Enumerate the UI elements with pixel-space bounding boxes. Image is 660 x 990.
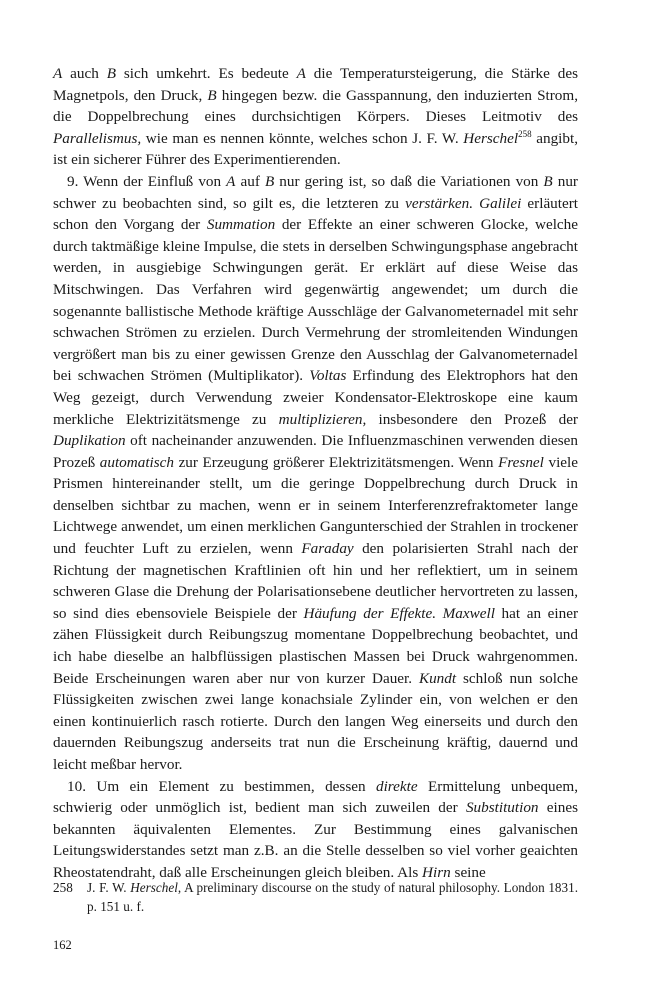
- text-span: Voltas: [309, 367, 347, 385]
- text-span: [436, 605, 443, 622]
- text-span: B: [207, 86, 217, 104]
- text-span: den polarisierten Strahl nach der Richtung der magnetischen Kraftlinien oft hin und her reflektiert, um in seinem schweren Glase die Drehung der Polarisationsebene deutlicher hervortreten zu lassen, so sind dies ebensoviele Beispiele der: [53, 540, 578, 622]
- paragraph-1: [53, 63, 578, 171]
- text-span: erläutert schon den Vorgang der: [53, 194, 579, 234]
- text-span: Faraday: [301, 540, 354, 558]
- text-span: Duplikation: [53, 432, 126, 450]
- text-span: viele Prismen hintereinander stellt, um die geringe Doppelbrechung durch Druck in denselben sichtbar zu machen, wenn er in seinem Interferenzrefraktometer lange Lichtwege anwendet, um einen merklichen Gangunterschied der Strahlen in trockener und feuchter Luft zu erzielen, wenn: [53, 453, 578, 558]
- text-span: Maxwell: [442, 604, 495, 622]
- text-span: B: [543, 172, 553, 190]
- text-span: nur gering ist, so daß die Variationen von: [274, 172, 544, 190]
- paragraph-2: [53, 171, 578, 776]
- footnote: [53, 879, 578, 916]
- paragraph-3: [53, 776, 578, 884]
- page-number: 162: [53, 938, 72, 952]
- footnote-text: [87, 879, 578, 916]
- text-span: Galilei: [479, 194, 522, 212]
- text-span: eines bekannten äquivalenten Elementes. Zur Bestimmung eines galvanischen Leitungswiderstandes setzt man z.B. an die Stelle desselben so viel vorher geaichten Rheostatendraht, daß alle Erscheinungen gleich bleiben. Als: [53, 799, 578, 881]
- text-span: auch: [62, 65, 107, 82]
- text-span: , A preliminary discourse on the study of natural philosophy. London 1831. p. 151 u. f.: [87, 880, 578, 914]
- footnote-number: 258: [53, 880, 73, 895]
- text-span: hat an einer zähen Flüssigkeit durch Reibungszug momentane Doppelbrechung beobachtet, und ich habe dieselbe an halbflüssigen plastischen Massen bei Druck wahrgenommen. Beide Erscheinungen waren aber nur von kurzer Dauer.: [53, 604, 578, 687]
- text-span: die Temperatursteigerung, die Stärke des Magnetpols, den Druck,: [53, 65, 578, 104]
- text-span: direkte: [375, 777, 418, 795]
- text-span: schloß nun solche Flüssigkeiten zwischen zwei lange konachsiale Zylinder ein, von welchen er den einen kontinuierlich rasch rotierte. Durch den langen Weg einerseits und durch den dauernden Reibungszug anderseits trat nun die Erscheinung kräftig, dauernd und leicht meßbar hervor.: [53, 669, 579, 773]
- text-span: Substitution: [465, 799, 539, 817]
- text-span: auf: [235, 172, 265, 190]
- text-span: angibt, ist ein sicherer Führer des Experimentierenden.: [53, 129, 578, 169]
- text-span: Häufung der Effekte.: [303, 604, 437, 622]
- footnote-ref[interactable]: 258: [518, 128, 532, 139]
- text-span: zur Erzeugung größerer Elektrizitätsmengen. Wenn: [174, 453, 499, 471]
- text-span: Herschel: [130, 880, 178, 895]
- text-span: sich umkehrt. Es bedeute: [115, 65, 297, 82]
- text-span: 9. Wenn der Einfluß von: [67, 172, 227, 190]
- text-span: Erfindung des Elektrophors hat den Weg gezeigt, durch Verwendung zweier Kondensator-Elektroskope eine kaum merkliche Elektrizitätsmenge zu: [53, 367, 578, 428]
- text-span: Herschel: [463, 129, 519, 147]
- text-span: wie man es nennen könnte, welches schon J. F. W.: [141, 129, 464, 147]
- text-span: B: [264, 172, 275, 190]
- text-span: Ermittelung unbequem, schwierig oder unmöglich ist, bedient man sich zuweilen der: [53, 777, 578, 817]
- text-span: Fresnel: [498, 453, 544, 471]
- text-span: A: [53, 65, 63, 82]
- text-span: hingegen bezw. die Gasspannung, den induzierten Strom, die Doppelbrechung eines durchsichtigen Körpers. Dieses Leitmotiv des: [53, 86, 578, 126]
- page-content: [53, 63, 578, 884]
- text-span: 10. Um ein Element zu bestimmen, dessen: [67, 777, 376, 795]
- text-span: automatisch: [99, 453, 174, 471]
- text-span: nur schwer zu beobachten sind, so gilt es, die letzteren zu: [53, 172, 578, 212]
- text-span: der Effekte an einer schweren Glocke, welche durch taktmäßige kleine Impulse, die stets in derselben Schwingungsphase angebracht werden, in ausgiebige Schwingungen gerät. Er erklärt auf diese Weise das Mitschwingen. Das Verfahren wird gegenwärtig angewendet; um durch die sogenannte ballistische Methode kräftige Ausschläge der Galvanometernadel mit sehr schwachen Strömen zu erzielen. Durch Vermehrung der stromleitenden Windungen vergrößert man bis zu einer gewissen Grenze den Ausschlag der Galvanometernadel bei schwachen Strömen (Multiplikator).: [53, 216, 579, 385]
- text-span: Parallelismus,: [53, 129, 142, 147]
- text-span: Hirn: [422, 863, 451, 881]
- main-text: [53, 63, 578, 884]
- text-span: A: [296, 65, 306, 82]
- text-span: Kundt: [418, 669, 457, 687]
- text-span: J. F. W.: [87, 880, 131, 895]
- text-span: B: [106, 65, 116, 82]
- text-span: seine: [450, 863, 486, 881]
- text-span: oft nacheinander anzuwenden. Die Influenzmaschinen verwenden diesen Prozeß: [53, 432, 578, 471]
- text-span: multiplizieren,: [278, 410, 367, 428]
- text-span: verstärken.: [405, 194, 473, 212]
- text-span: insbesondere den Prozeß der: [366, 410, 578, 428]
- text-span: A: [226, 172, 236, 190]
- text-span: Summation: [206, 216, 276, 234]
